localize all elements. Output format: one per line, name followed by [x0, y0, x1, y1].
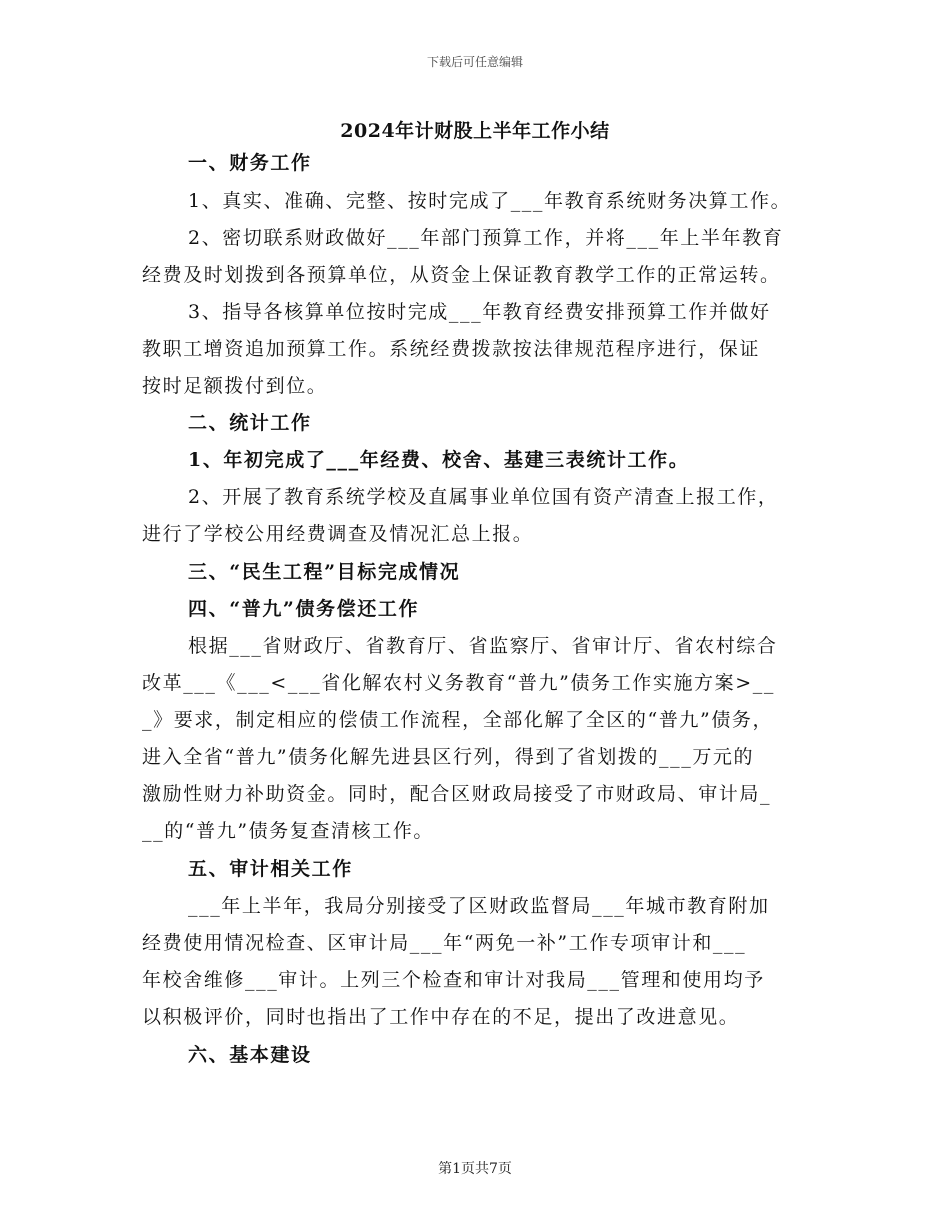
paragraph-line: 根据___省财政厅、省教育厅、省监察厅、省审计厅、省农村综合	[188, 635, 778, 657]
paragraph-line: 以积极评价，同时也指出了工作中存在的不足，提出了改进意见。	[142, 1006, 740, 1028]
paragraph-line: ___年上半年，我局分别接受了区财政监督局___年城市教育附加	[188, 895, 770, 917]
paragraph-line: 2、开展了教育系统学校及直属事业单位国有资产清查上报工作，	[188, 486, 779, 508]
paragraph-line: 进入全省“普九”债务化解先进县区行列，得到了省划拨的___万元的	[142, 746, 755, 768]
paragraph-line: 激励性财力补助资金。同时，配合区财政局接受了市财政局、审计局_	[142, 783, 772, 805]
section-heading-audit: 五、审计相关工作	[188, 858, 353, 880]
document-title: 2024年计财股上半年工作小结	[340, 120, 610, 142]
paragraph-line: 1、真实、准确、完整、按时完成了___年教育系统财务决算工作。	[188, 190, 792, 212]
download-note: 下载后可任意编辑	[426, 55, 523, 69]
section-heading-finance: 一、财务工作	[188, 152, 312, 174]
section-heading-construction: 六、基本建设	[188, 1044, 312, 1066]
paragraph-line: 经费及时划拨到各预算单位，从资金上保证教育教学工作的正常运转。	[142, 264, 781, 286]
paragraph-line: 经费使用情况检查、区审计局___年“两免一补”工作专项审计和___	[142, 932, 747, 954]
paragraph-line: 年校舍维修___审计。上列三个检查和审计对我局___管理和使用均予	[142, 969, 765, 991]
paragraph-line: 3、指导各核算单位按时完成___年教育经费安排预算工作并做好	[188, 301, 771, 323]
page-number: 第1页共7页	[438, 1161, 512, 1177]
paragraph-line: __的“普九”债务复查清核工作。	[142, 820, 435, 842]
paragraph-line: 按时足额拨付到位。	[142, 375, 328, 397]
paragraph-line: _》要求，制定相应的偿债工作流程，全部化解了全区的“普九”债务，	[142, 709, 774, 731]
paragraph-line: 1、年初完成了___年经费、校舍、基建三表统计工作。	[188, 449, 690, 471]
paragraph-line: 进行了学校公用经费调查及情况汇总上报。	[142, 523, 534, 545]
section-heading-debt: 四、“普九”债务偿还工作	[188, 598, 420, 620]
paragraph-line: 改革___《___<___省化解农村义务教育“普九”债务工作实施方案>__	[142, 672, 775, 694]
paragraph-line: 2、密切联系财政做好___年部门预算工作，并将___年上半年教育	[188, 227, 784, 249]
section-heading-livelihood: 三、“民生工程”目标完成情况	[188, 561, 461, 583]
paragraph-line: 教职工增资追加预算工作。系统经费拨款按法律规范程序进行，保证	[142, 338, 761, 360]
section-heading-statistics: 二、统计工作	[188, 412, 312, 434]
